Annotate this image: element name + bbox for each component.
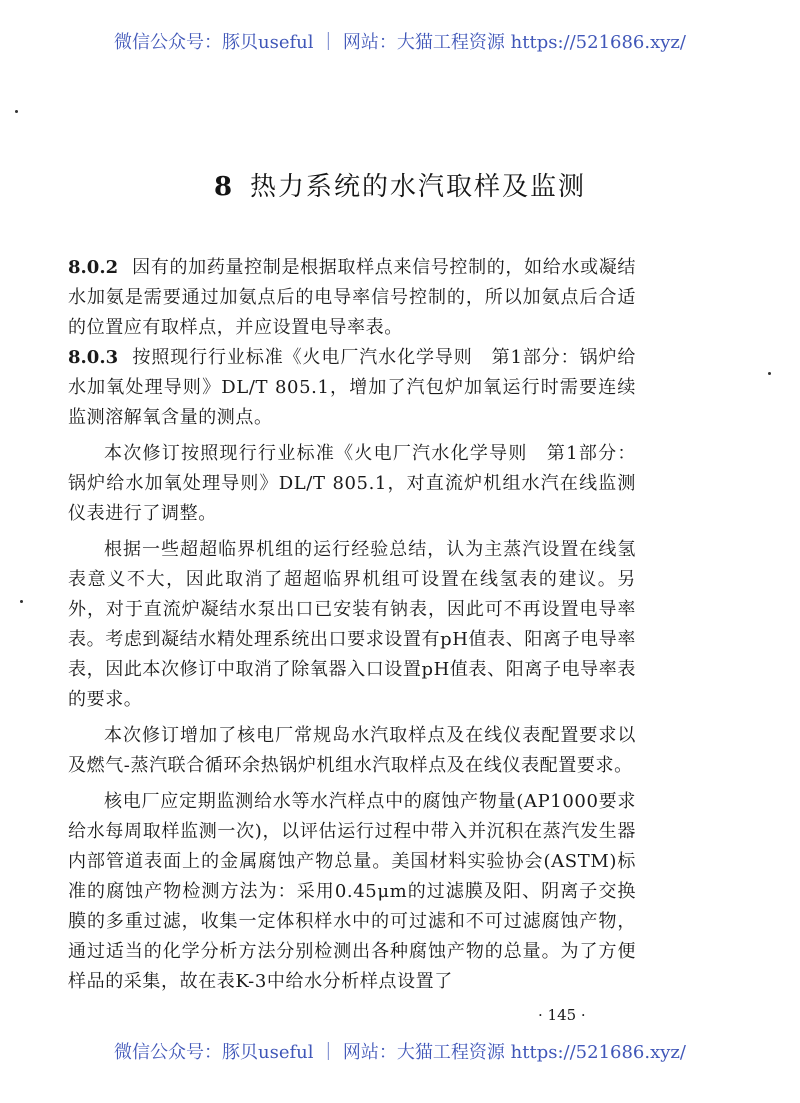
chapter-title <box>0 166 800 203</box>
paragraph-text: 因有的加药量控制是根据取样点来信号控制的，如给水或凝结水加氨是需要通过加氨点后的电导率信号控制的，所以加氨点后合适的位置应有取样点，并应设置电导率表。 <box>68 257 636 338</box>
paragraph: 根据一些超超临界机组的运行经验总结，认为主蒸汽设置在线氢表意义不大，因此取消了超超临界机组可设置在线氢表的建议。另外，对于直流炉凝结水泵出口已安装有钠表，因此可不再设置电导率表。考虑到凝结水精处理系统出口要求设置有pH值表、阳离子电导率表，因此本次修订中取消了除氧器入口设置pH值表、阳离子电导率表的要求。 <box>68 539 636 710</box>
paragraph-clause-8-0-3 <box>68 343 636 433</box>
chapter-number: 8 <box>213 172 235 202</box>
paragraph: 本次修订按照现行行业标准《火电厂汽水化学导则 第1部分：锅炉给水加氧处理导则》DL/T 805.1，对直流炉机组水汽在线监测仪表进行了调整。 <box>68 443 636 524</box>
page-number: · 145 · <box>538 1006 586 1024</box>
scan-speck <box>768 372 771 375</box>
chapter-title-text: 热力系统的水汽取样及监测 <box>250 172 587 202</box>
scan-speck <box>20 600 23 603</box>
paragraph-clause-8-0-2 <box>68 253 636 343</box>
watermark-bottom: 微信公众号：豚贝useful ｜ 网站：大猫工程资源 https://521686.xyz/ <box>114 1042 686 1063</box>
watermark-top: 微信公众号：豚贝useful ｜ 网站：大猫工程资源 https://521686.xyz/ <box>114 32 686 53</box>
paragraph: 核电厂应定期监测给水等水汽样点中的腐蚀产物量(AP1000要求给水每周取样监测一次)，以评估运行过程中带入并沉积在蒸汽发生器内部管道表面上的金属腐蚀产物总量。美国材料实验协会(ASTM)标准的腐蚀产物检测方法为：采用0.45μm的过滤膜及阳、阴离子交换膜的多重过滤，收集一定体积样水中的可过滤和不可过滤腐蚀产物，通过适当的化学分析方法分别检测出各种腐蚀产物的总量。为了方便样品的采集，故在表K-3中给水分析样点设置了 <box>68 791 636 992</box>
clause-number: 8.0.3 <box>68 347 119 368</box>
paragraph-text: 按照现行行业标准《火电厂汽水化学导则 第1部分：锅炉给水加氧处理导则》DL/T 805.1，增加了汽包炉加氧运行时需要连续监测溶解氧含量的测点。 <box>68 347 636 428</box>
paragraph: 本次修订增加了核电厂常规岛水汽取样点及在线仪表配置要求以及燃气-蒸汽联合循环余热锅炉机组水汽取样点及在线仪表配置要求。 <box>68 725 636 776</box>
body-text <box>68 253 636 997</box>
clause-number: 8.0.2 <box>68 257 119 278</box>
scan-speck <box>15 110 18 113</box>
